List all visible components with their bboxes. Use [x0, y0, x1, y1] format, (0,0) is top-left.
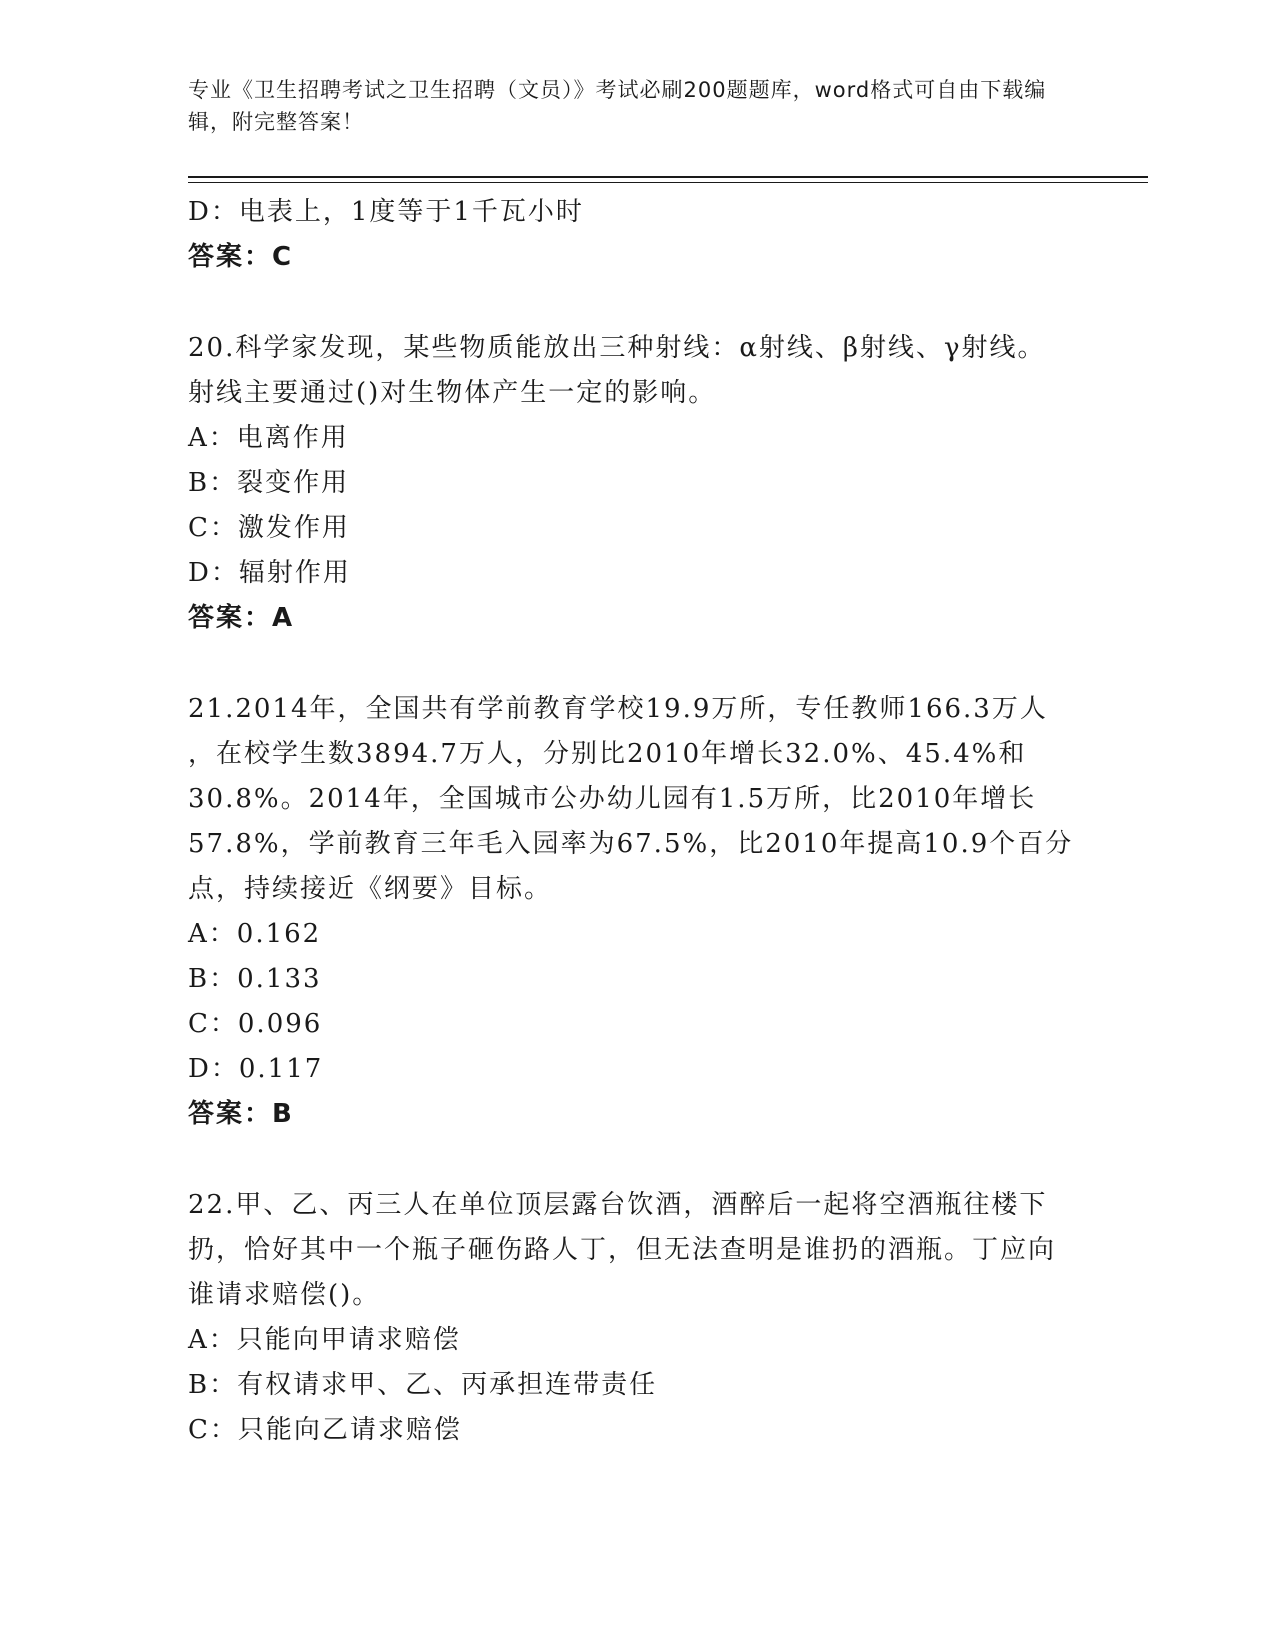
q21-option-c: C：0.096 [188, 1009, 323, 1039]
q21-stem-line: 点，持续接近《纲要》目标。 [188, 874, 553, 904]
spacer [188, 641, 1068, 687]
q20-answer: 答案：A [188, 603, 295, 633]
spacer [188, 1137, 1068, 1183]
q20-option-c: C：激发作用 [188, 513, 350, 543]
q21-stem-line: ，在校学生数3894.7万人，分别比2010年增长32.0%、45.4%和 [188, 739, 1027, 769]
q21-option-b: B：0.133 [188, 964, 322, 994]
q21-stem [188, 687, 1074, 912]
q22-option-b: B：有权请求甲、乙、丙承担连带责任 [188, 1370, 658, 1400]
q21-stem-line: 30.8%。2014年，全国城市公办幼儿园有1.5万所，比2010年增长 [188, 784, 1037, 814]
q21-answer: 答案：B [188, 1099, 294, 1129]
question-content [188, 190, 1074, 1453]
q20-option-a: A：电离作用 [188, 423, 349, 453]
header-rule-thin [188, 182, 1148, 183]
spacer [188, 280, 1068, 326]
q20-stem: 20.科学家发现，某些物质能放出三种射线：α射线、β射线、γ射线。射线主要通过()对生物体产生一定的影响。 [188, 333, 1046, 408]
q22-option-a: A：只能向甲请求赔偿 [188, 1325, 461, 1355]
q21-option-a: A：0.162 [188, 919, 322, 949]
q21-stem-line: 21.2014年，全国共有学前教育学校19.9万所，专任教师166.3万人 [188, 694, 1048, 724]
header-rule-thick [188, 176, 1148, 178]
document-header: 专业《卫生招聘考试之卫生招聘（文员）》考试必刷200题题库，word格式可自由下载编辑，附完整答案！ [188, 78, 1047, 134]
q21-stem-line: 57.8%，学前教育三年毛入园率为67.5%，比2010年提高10.9个百分 [188, 829, 1074, 859]
q19-answer: 答案：C [188, 242, 294, 272]
q20-option-b: B：裂变作用 [188, 468, 350, 498]
q22-stem: 22.甲、乙、丙三人在单位顶层露台饮酒，酒醉后一起将空酒瓶往楼下扔，恰好其中一个瓶子砸伤路人丁，但无法查明是谁扔的酒瓶。丁应向谁请求赔偿()。 [188, 1190, 1057, 1310]
q21-option-d: D：0.117 [188, 1054, 324, 1084]
q19-option-d: D：电表上，1度等于1千瓦小时 [188, 197, 584, 227]
q22-option-c: C：只能向乙请求赔偿 [188, 1415, 462, 1445]
q20-option-d: D：辐射作用 [188, 558, 351, 588]
